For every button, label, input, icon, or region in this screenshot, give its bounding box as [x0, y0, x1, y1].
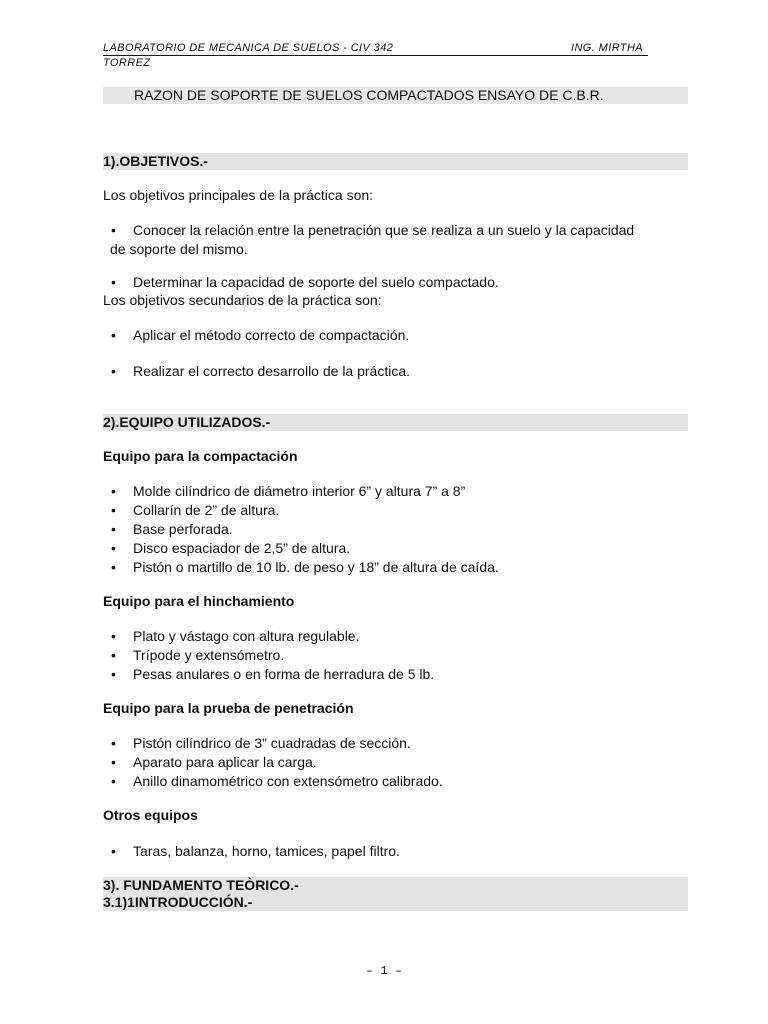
list-item-text: Aparato para aplicar la carga.: [133, 754, 317, 770]
bullet-icon: •: [111, 843, 116, 859]
list-item-text: Pistón cilíndrico de 3” cuadradas de sección.: [133, 735, 411, 751]
list-item-text: Anillo dinamométrico con extensómetro calibrado.: [133, 773, 443, 789]
list-item: [103, 627, 693, 646]
equipo-group-title: Equipo para el hinchamiento: [103, 593, 295, 609]
bullet-icon: •: [111, 363, 116, 379]
bullet-icon: •: [111, 502, 116, 518]
bullet-icon: •: [111, 559, 116, 575]
list-item-text: Aplicar el método correcto de compactación.: [133, 327, 410, 343]
bullet-icon: •: [111, 274, 116, 290]
list-item: [103, 326, 693, 345]
list-item-text: Trípode y extensómetro.: [133, 647, 285, 663]
list-item: [103, 646, 693, 665]
list-item: [103, 772, 693, 791]
list-item-text: Realizar el correcto desarrollo de la práctica.: [133, 363, 411, 379]
list-item: [103, 221, 693, 259]
bullet-icon: •: [111, 666, 116, 682]
page-header: [103, 41, 648, 70]
section-heading-fundamento: [103, 877, 688, 911]
header-course: LABORATORIO DE MECANICA DE SUELOS - CIV 342: [103, 42, 394, 54]
bullet-icon: •: [111, 647, 116, 663]
list-item-text-continued: de soporte del mismo.: [110, 241, 248, 257]
list-item-text: Disco espaciador de 2,5” de altura.: [133, 540, 351, 556]
bullet-icon: •: [111, 540, 116, 556]
list-item: [103, 734, 693, 753]
list-item-text: Pistón o martillo de 10 lb. de peso y 18” de altura de caída.: [133, 559, 499, 575]
list-item-text: Taras, balanza, horno, tamices, papel filtro.: [133, 843, 400, 859]
list-item-text: Plato y vástago con altura regulable.: [133, 628, 360, 644]
bullet-icon: •: [111, 773, 116, 789]
list-item: [103, 665, 693, 684]
list-item: [103, 558, 693, 577]
header-line: [103, 41, 648, 56]
list-item-text: Pesas anulares o en forma de herradura de 5 lb.: [133, 666, 435, 682]
list-item-text: Base perforada.: [133, 521, 233, 537]
bullet-icon: •: [111, 628, 116, 644]
list-item: [103, 362, 693, 381]
bullet-icon: •: [111, 483, 116, 499]
list-item: [103, 539, 693, 558]
list-item-text: Collarín de 2” de altura.: [133, 502, 280, 518]
header-instructor: ING. MIRTHA: [571, 42, 644, 54]
section-heading-fundamento-title: 3). FUNDAMENTO TEÒRICO.-: [103, 877, 299, 893]
bullet-icon: •: [111, 327, 116, 343]
equipo-group-title: Equipo para la compactación: [103, 448, 298, 464]
equipo-group-title: Equipo para la prueba de penetración: [103, 700, 354, 716]
list-item: [103, 520, 693, 539]
page-number: – 1 –: [365, 964, 402, 978]
bullet-icon: •: [111, 521, 116, 537]
list-item: [103, 273, 693, 292]
bullet-icon: •: [111, 754, 116, 770]
bullet-icon: •: [111, 735, 116, 751]
section-heading-equipo: 2).EQUIPO UTILIZADOS.-: [103, 414, 688, 431]
document-title: [103, 87, 688, 104]
list-item: [103, 753, 693, 772]
equipo-group-title: Otros equipos: [103, 807, 198, 823]
list-item: [103, 482, 693, 501]
list-item-text: Determinar la capacidad de soporte del suelo compactado.: [133, 274, 499, 290]
document-title-text: RAZON DE SOPORTE DE SUELOS COMPACTADOS ENSAYO DE C.B.R.: [134, 87, 604, 103]
subsection-heading-introduccion: 3.1)1INTRODUCCIÓN.-: [103, 894, 253, 910]
objetivos-secundarios-intro: Los objetivos secundarios de la práctica son:: [103, 292, 382, 308]
header-instructor-surname: TORREZ: [103, 57, 151, 69]
section-heading-objetivos: 1).OBJETIVOS.-: [103, 153, 688, 170]
objetivos-intro: Los objetivos principales de la práctica son:: [103, 187, 374, 203]
list-item-text: Molde cilíndrico de diámetro interior 6” y altura 7” a 8”: [133, 483, 466, 499]
list-item: [103, 842, 693, 861]
list-item: [103, 501, 693, 520]
bullet-icon: •: [111, 222, 116, 238]
list-item-text: Conocer la relación entre la penetración que se realiza a un suelo y la capacidad: [133, 222, 635, 238]
